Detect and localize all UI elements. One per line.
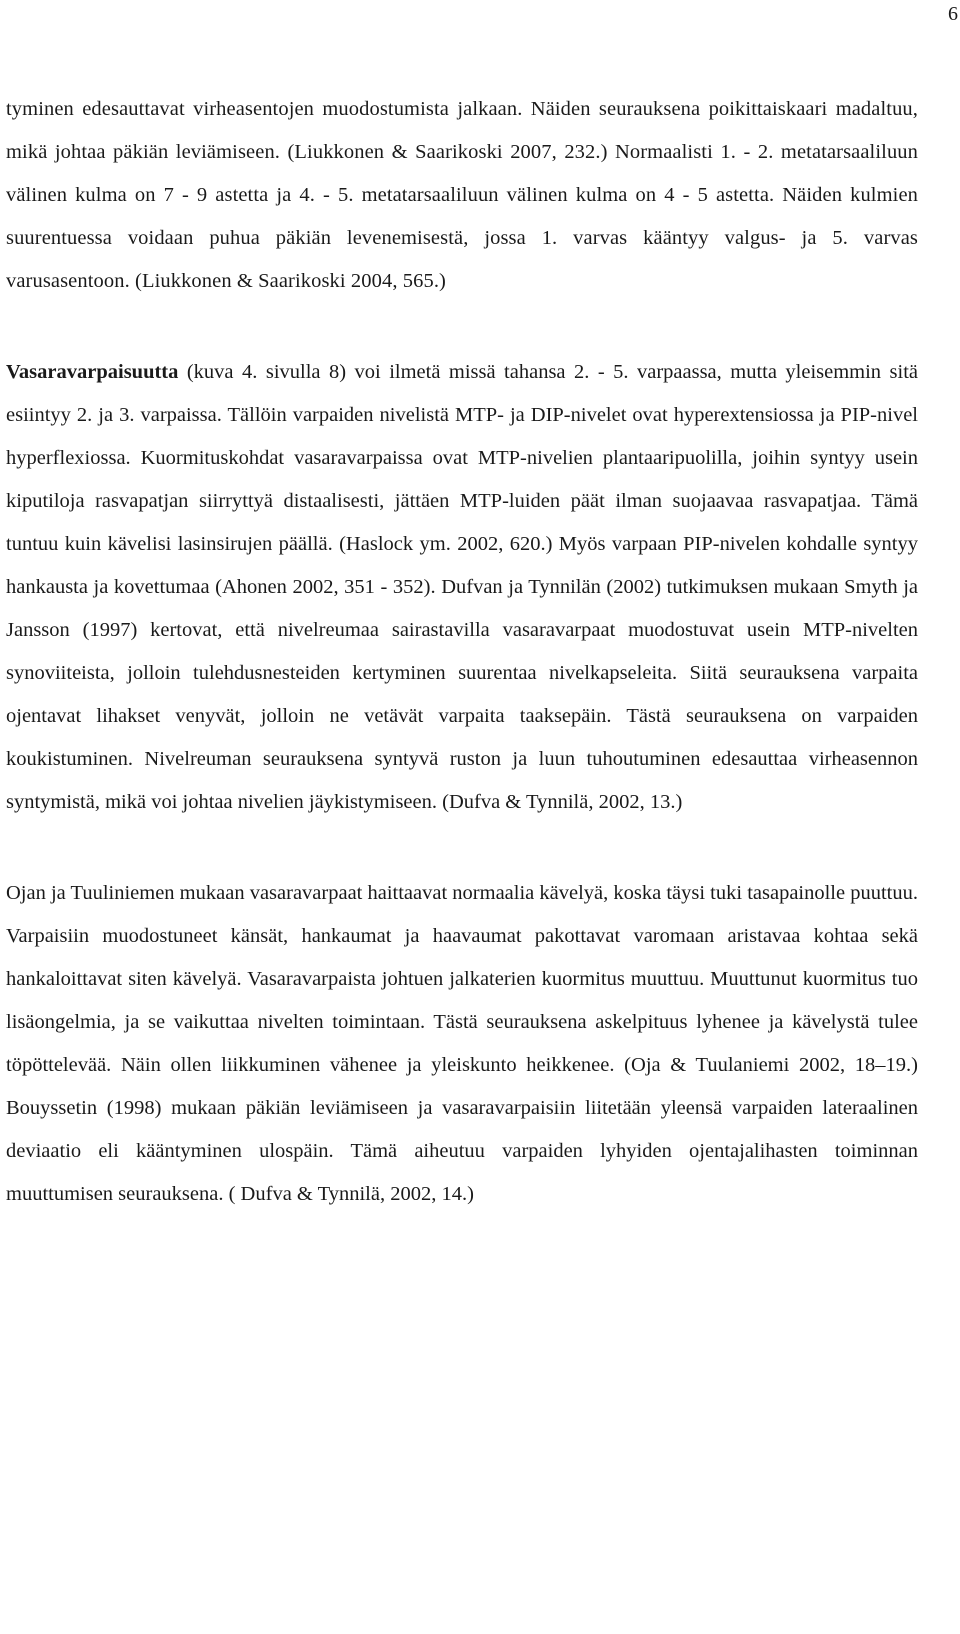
paragraph-walking-effects: Ojan ja Tuuliniemen mukaan vasaravarpaat haittaavat normaalia kävelyä, koska täysi tuki tasapainolle puuttuu. Varpaisiin muodostuneet känsät, hankaumat ja haavaumat pakottavat varomaan aristavaa kohtaa sekä hankaloittavat siten kävelyä. Vasaravarpaista johtuen jalkaterien kuormitus muuttuu. Muuttunut kuormitus tuo lisäongelmia, ja se vaikuttaa nivelten toimintaan. Tästä seurauksena askelpituus lyhenee ja kävelystä tulee töpöttelevää. Näin ollen liikkuminen vähenee ja yleiskunto heikkenee. (Oja & Tuulaniemi 2002, 18–19.) Bouyssetin (1998) mukaan päkiän leviämiseen ja vasaravarpaisiin liitetään yleensä varpaiden lateraalinen deviaatio eli kääntyminen ulospäin. Tämä aiheutuu varpaiden lyhyiden ojentajalihasten toiminnan muuttumisen seurauksena. ( Dufva & Tynnilä, 2002, 14.)	[6, 882, 918, 1205]
paragraph-hammer-toes	[6, 351, 918, 824]
paragraph-foot-arch: tyminen edesauttavat virheasentojen muodostumista jalkaan. Näiden seurauksena poikittaiskaari madaltuu, mikä johtaa päkiän leviämiseen. (Liukkonen & Saarikoski 2007, 232.) Normaalisti 1. - 2. metatarsaaliluun välinen kulma on 7 - 9 astetta ja 4. - 5. metatarsaaliluun välinen kulma on 4 - 5 astetta. Näiden kulmien suurentuessa voidaan puhua päkiän levenemisestä, jossa 1. varvas kääntyy valgus- ja 5. varvas varusasentoon. (Liukkonen & Saarikoski 2004, 565.)	[6, 98, 918, 292]
page-number: 6	[948, 3, 958, 25]
paragraph-hammer-toes-text: (kuva 4. sivulla 8) voi ilmetä missä tahansa 2. - 5. varpaassa, mutta yleisemmin sitä esiintyy 2. ja 3. varpaissa. Tällöin varpaiden nivelistä MTP- ja DIP-nivelet ovat hyperextensiossa ja PIP-nivel hyperflexiossa. Kuormituskohdat vasaravarpaissa ovat MTP-nivelien plantaaripuolilla, joihin syntyy usein kiputiloja rasvapatjan siirryttyä distaalisesti, jättäen MTP-luiden päät ilman suojaavaa rasvapatjaa. Tämä tuntuu kuin kävelisi lasinsirujen päällä. (Haslock ym. 2002, 620.) Myös varpaan PIP-nivelen kohdalle syntyy hankausta ja kovettumaa (Ahonen 2002, 351 - 352). Dufvan ja Tynnilän (2002) tutkimuksen mukaan Smyth ja Jansson (1997) kertovat, että nivelreumaa sairastavilla vasaravarpaat muodostuvat usein MTP-nivelten synoviiteista, jolloin tulehdusnesteiden kertyminen suurentaa nivelkapseleita. Siitä seurauksena varpaita ojentavat lihakset venyvät, jolloin ne vetävät varpaita taaksepäin. Tästä seurauksena on varpaiden koukistuminen. Nivelreuman seurauksena syntyvä ruston ja luun tuhoutuminen edesauttaa virheasennon syntymistä, mikä voi johtaa nivelien jäykistymiseen. (Dufva & Tynnilä, 2002, 13.)	[6, 361, 918, 813]
term-hammer-toes: Vasaravarpaisuutta	[6, 361, 179, 383]
document-body	[6, 88, 918, 1216]
